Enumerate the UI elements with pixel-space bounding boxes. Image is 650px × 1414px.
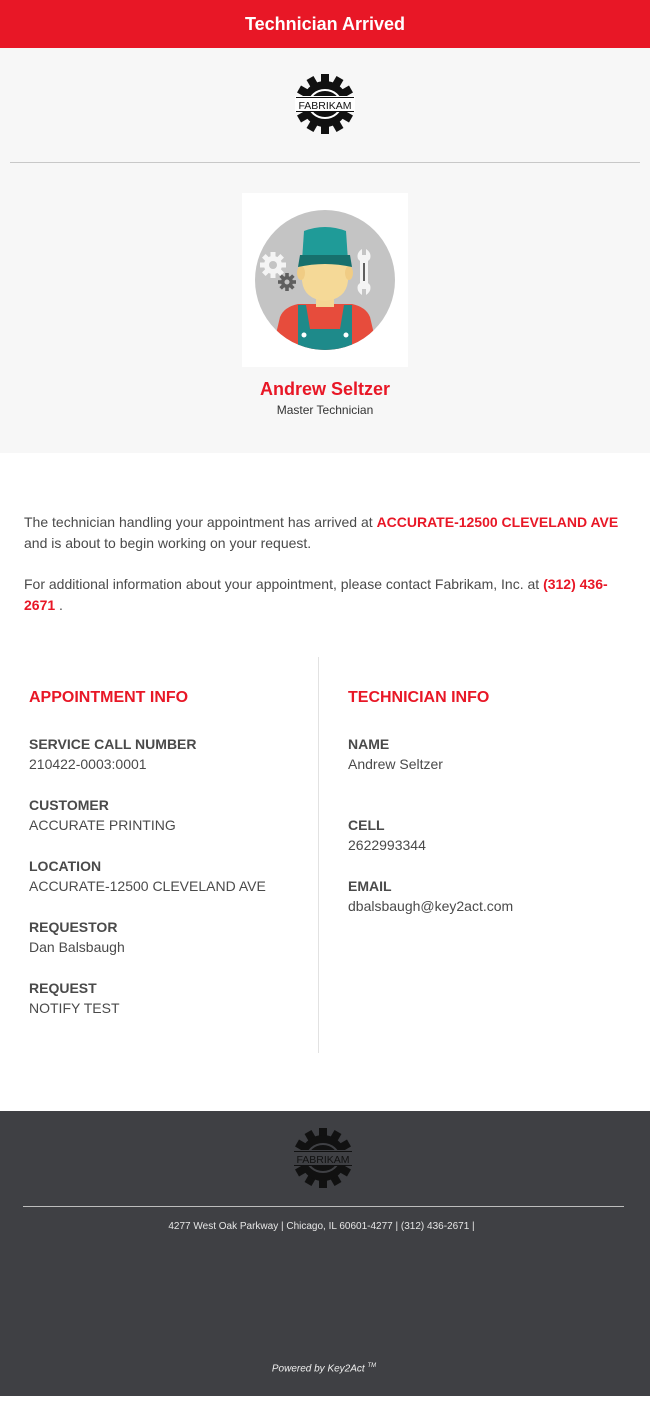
header-bar — [0, 0, 650, 48]
field-label: CELL — [348, 817, 385, 833]
field-value: Andrew Seltzer — [348, 756, 443, 772]
page-title: Technician Arrived — [244, 13, 406, 34]
field-value: ACCURATE-12500 CLEVELAND AVE — [29, 878, 266, 894]
footer-address: 4277 West Oak Parkway | Chicago, IL 60601-4277 | (312) 436-2671 | — [168, 1221, 475, 1232]
arrival-message — [0, 453, 650, 616]
technician-avatar-icon — [254, 209, 396, 351]
technician-title: Master Technician — [276, 403, 374, 417]
fabrikam-footer-logo-icon — [293, 1128, 353, 1188]
technician-name: Andrew Seltzer — [259, 379, 391, 399]
field-service-call-number — [29, 735, 309, 775]
field-label: EMAIL — [348, 878, 392, 894]
contact-phone-link[interactable]: (312) 436-2671 — [24, 576, 608, 613]
field-label: CUSTOMER — [29, 797, 109, 813]
field-value: Dan Balsbaugh — [29, 939, 125, 955]
powered-by-text: Powered by Key2Act — [271, 1363, 365, 1375]
avatar — [242, 193, 408, 367]
field-value: ACCURATE PRINTING — [29, 817, 176, 833]
contact-paragraph — [24, 574, 626, 616]
message-text: and is about to begin working on your request. — [24, 535, 312, 551]
fabrikam-logo-icon — [295, 74, 355, 134]
field-label: REQUEST — [29, 980, 97, 996]
technician-info-heading: TECHNICIAN INFO — [348, 689, 490, 706]
field-email — [348, 877, 628, 917]
field-value: 210422-0003:0001 — [29, 756, 147, 772]
field-label: LOCATION — [29, 858, 102, 874]
field-request — [29, 979, 309, 1019]
appointment-info-column — [29, 689, 309, 1040]
info-section — [0, 637, 650, 1111]
field-location — [29, 857, 309, 897]
hero-section — [0, 48, 650, 453]
field-label: NAME — [348, 736, 390, 752]
arrival-paragraph — [24, 512, 626, 554]
svg-text:FABRIKAM: FABRIKAM — [298, 100, 352, 112]
email-link[interactable]: dbalsbaugh@key2act.com — [348, 898, 514, 914]
field-requestor — [29, 918, 309, 958]
header-divider — [10, 162, 640, 163]
appointment-info-heading: APPOINTMENT INFO — [29, 689, 189, 706]
message-text: . — [55, 597, 63, 613]
cell-phone-link[interactable]: 2622993344 — [348, 837, 426, 853]
field-value: NOTIFY TEST — [29, 1000, 120, 1016]
field-cell — [348, 816, 628, 856]
trademark: TM — [367, 1363, 377, 1369]
message-text: The technician handling your appointment has arrived at — [24, 514, 377, 530]
location-highlight: ACCURATE-12500 CLEVELAND AVE — [376, 514, 619, 530]
message-text: For additional information about your appointment, please contact Fabrikam, Inc. at — [24, 576, 544, 592]
powered-by — [0, 1363, 648, 1374]
technician-info-column — [348, 689, 628, 938]
field-customer — [29, 796, 309, 836]
field-name — [348, 735, 628, 775]
svg-text:FABRIKAM: FABRIKAM — [296, 1154, 350, 1166]
column-divider — [318, 657, 319, 1053]
footer — [0, 1111, 650, 1396]
footer-divider — [23, 1206, 624, 1207]
field-label: SERVICE CALL NUMBER — [29, 736, 197, 752]
field-label: REQUESTOR — [29, 919, 118, 935]
